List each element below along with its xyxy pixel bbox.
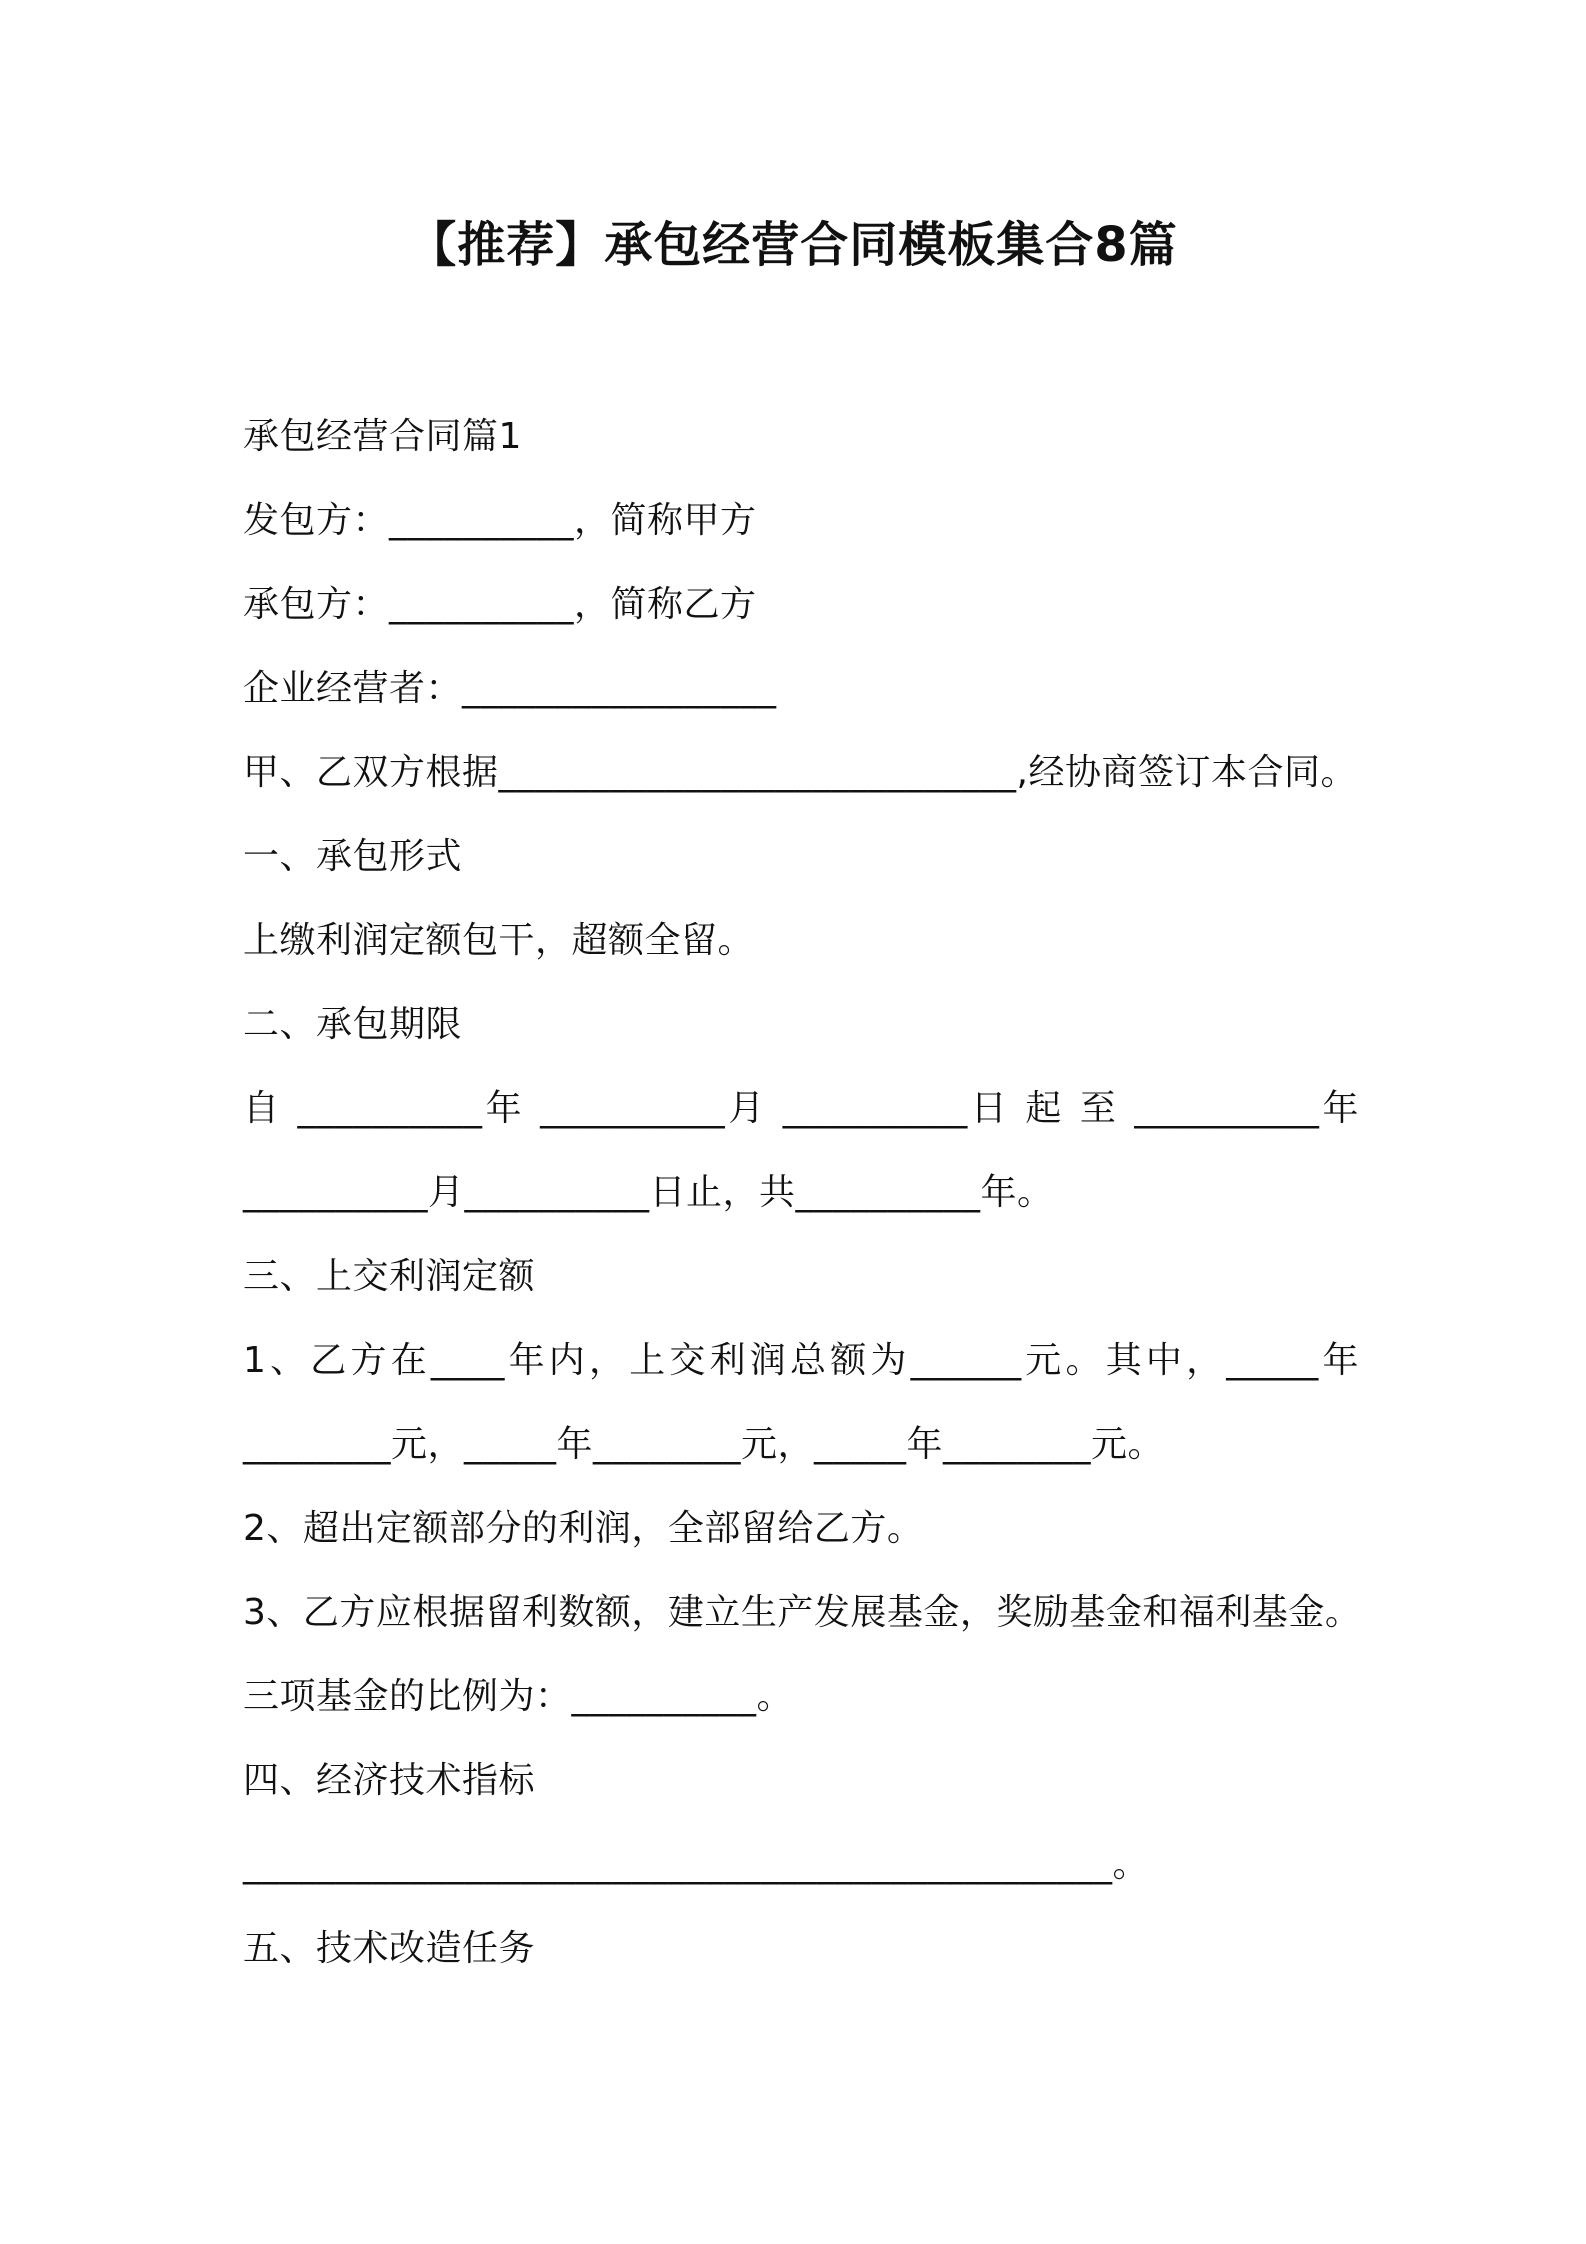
section-heading-5: 五、技术改造任务	[243, 1928, 536, 1969]
paragraph-profit-line-2: ________元，_____年________元，_____年________元。	[243, 1424, 1165, 1465]
enterprise-operator-line: 企业经营者：_________________	[243, 668, 777, 709]
section-heading-2: 二、承包期限	[243, 1004, 463, 1045]
issuer-line: 发包方：__________，简称甲方	[243, 500, 757, 541]
section-heading-1: 一、承包形式	[243, 836, 463, 877]
paragraph-term-line-2: __________月__________日止，共__________年。	[243, 1172, 1054, 1213]
paragraph-contract-form: 上缴利润定额包干，超额全留。	[243, 920, 755, 961]
section-heading-contract-1: 承包经营合同篇1	[243, 416, 522, 457]
paragraph-indicators-blank: _______________________________________________。	[243, 1844, 1149, 1885]
document-title: 【推荐】承包经营合同模板集合8篇	[408, 217, 1178, 273]
contractor-line: 承包方：__________，简称乙方	[243, 584, 757, 625]
section-heading-3: 三、上交利润定额	[243, 1256, 536, 1297]
paragraph-excess-profit: 2、超出定额部分的利润，全部留给乙方。	[243, 1508, 924, 1549]
agreement-basis-line: 甲、乙双方根据____________________________,经协商签订本合同。	[243, 752, 1357, 793]
paragraph-term-line-1: 自 __________年 __________月 __________日 起 至 __________年	[243, 1088, 1359, 1129]
paragraph-funds: 3、乙方应根据留利数额，建立生产发展基金，奖励基金和福利基金。	[243, 1592, 1362, 1633]
section-heading-4: 四、经济技术指标	[243, 1760, 536, 1801]
paragraph-profit-line-1: 1、乙方在____年内，上交利润总额为______元。其中，_____年	[243, 1340, 1359, 1381]
paragraph-fund-ratio: 三项基金的比例为：__________。	[243, 1676, 794, 1717]
